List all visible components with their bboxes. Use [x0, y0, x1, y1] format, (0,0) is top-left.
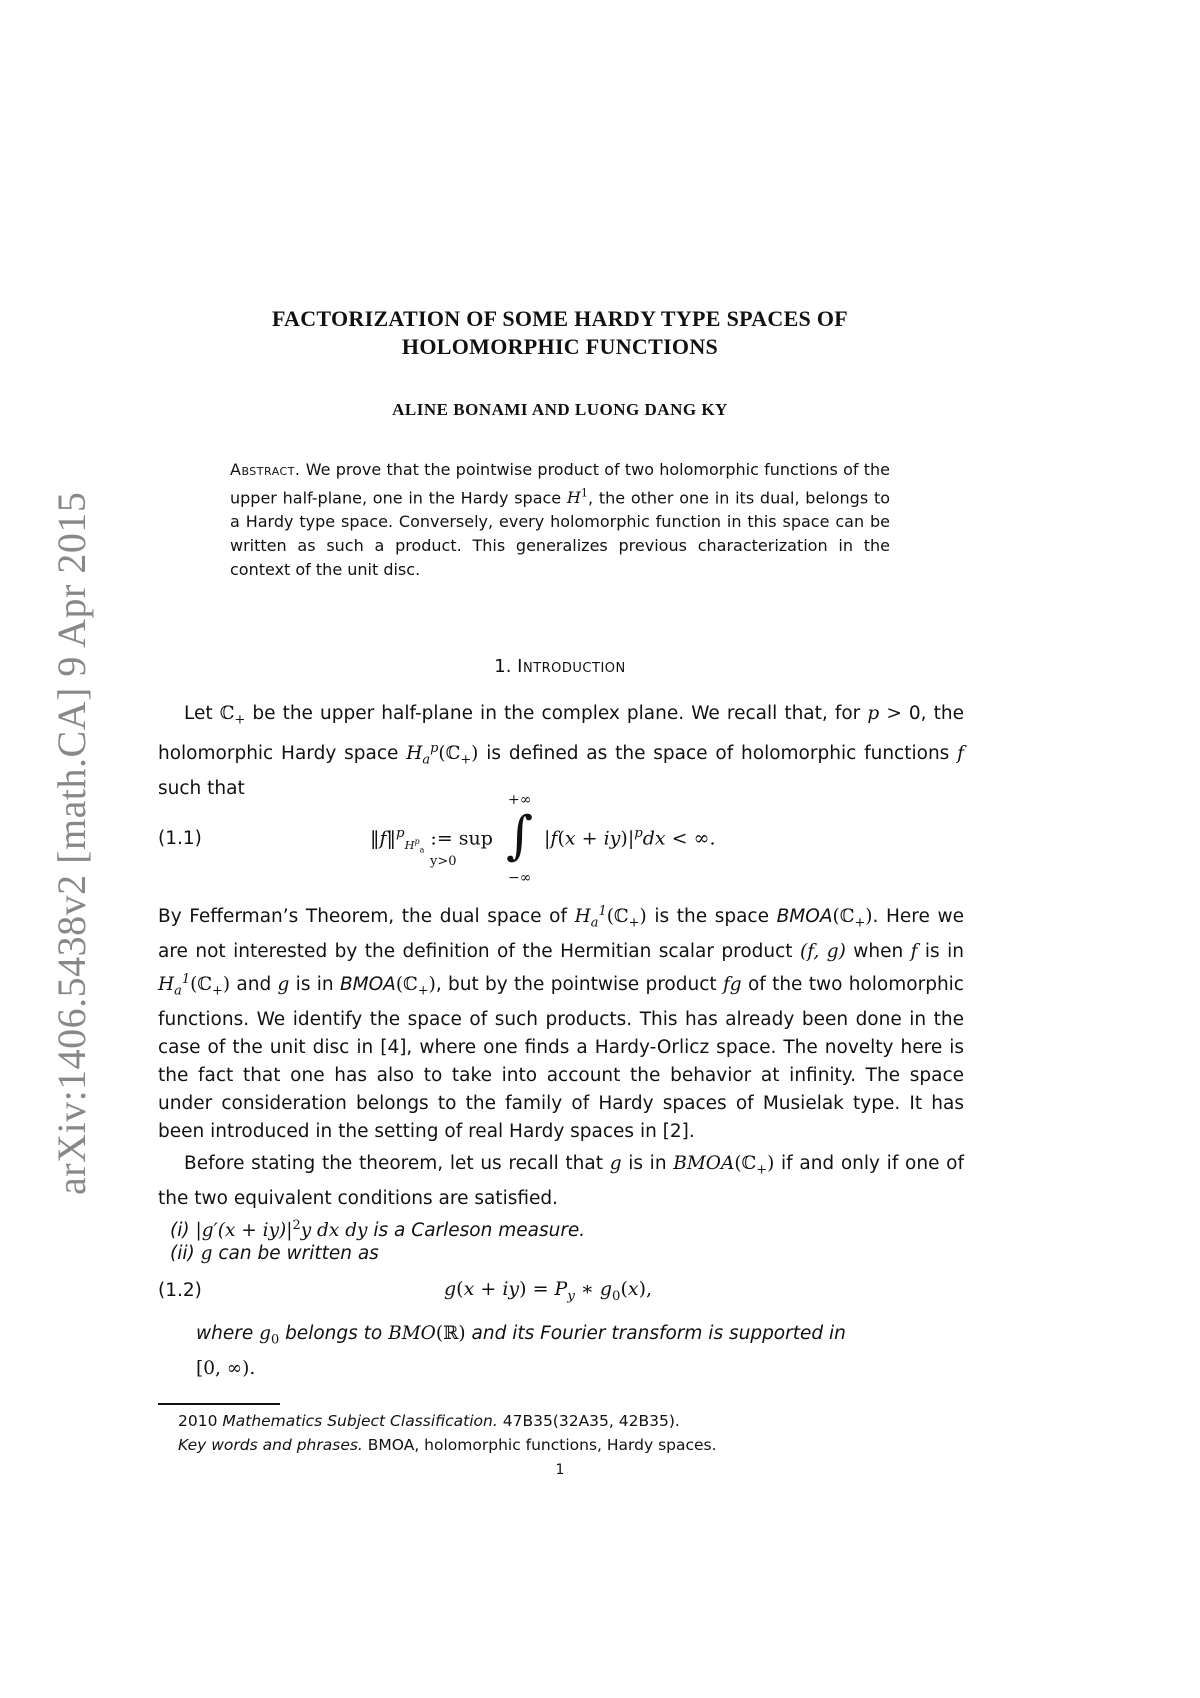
- condition-ii-tail: where $g_0$ belongs to BMO(ℝ) and its Fourier transform is supported in [0, ∞).: [196, 1323, 846, 1379]
- equation-1-2: (1.2) $g(x + iy) = P_y$ ∗ $g_0(x)$,: [158, 1278, 653, 1304]
- section-heading: [140, 656, 980, 677]
- footnote-rule: [158, 1403, 280, 1405]
- abstract-space-h1: $H^1$: [566, 487, 588, 508]
- intro-paragraph-1: Let ℂ$_+$ be the upper half-plane in the complex plane. We recall that, for p > 0, the holomorphic Hardy space $H_a^p(ℂ_+)$ is defined as the space of holomorphic functions f such that: [158, 703, 964, 799]
- footnote-keywords: Key words and phrases. BMOA, holomorphic functions, Hardy spaces.: [178, 1436, 717, 1454]
- equation-number: (1.2): [158, 1280, 202, 1301]
- footnote-msc: 2010 Mathematics Subject Classification. 47B35(32A35, 42B35).: [178, 1412, 680, 1430]
- abstract-label: Abstract.: [230, 460, 301, 479]
- condition-i: (i) $|g'(x + iy)|^2y$ dx dy is a Carleson measure.: [170, 1218, 586, 1242]
- abstract-text-1: We prove that the pointwise product of two holomorphic functions of the upper half-plane, one in the Hardy space: [230, 460, 890, 508]
- intro-paragraph-3: Before stating the theorem, let us recall that g is in BMOA(ℂ$_+$) if and only if one of the two equivalent conditions are satisfied.: [158, 1153, 964, 1209]
- intro-paragraph-2: By Fefferman’s Theorem, the dual space of $H_a^1(ℂ_+)$ is the space BMOA(ℂ$_+$). Here we are not interested by the definition of the Hermitian scalar product (f, g) when f is in $H_a^1(ℂ_+)$ and g is in BMOA(ℂ$_+$), but by the pointwise product fg of the two holomorphic functions. We identify the space of such products. This has already been done in the case of the unit disc in [4], where one finds a Hardy-Orlicz space. The novelty here is the fact that one has also to take into account the behavior at infinity. The space under consideration belongs to the family of Hardy spaces of Musielak type. It has been introduced in the setting of real Hardy spaces in [2].: [158, 904, 965, 1142]
- equation-number: (1.1): [158, 828, 202, 849]
- paper-title: [140, 305, 980, 361]
- section-title: Introduction: [517, 656, 626, 677]
- section-number: 1.: [494, 656, 512, 677]
- condition-ii: (ii) g can be written as: [170, 1243, 379, 1264]
- abstract-text-2: , the other one in its dual, belongs to a Hardy type space. Conversely, every holomorphic function in this space can be written as such a product. This generalizes previous characterization in the context of the unit disc.: [230, 488, 891, 580]
- abstract: [230, 458, 890, 582]
- arxiv-stamp: arXiv:1406.5438v2 [math.CA] 9 Apr 2015: [49, 491, 94, 1195]
- title-line-2: HOLOMORPHIC FUNCTIONS: [401, 334, 719, 359]
- title-line-1: FACTORIZATION OF SOME HARDY TYPE SPACES OF: [271, 306, 849, 331]
- equation-1-1: (1.1) ‖f‖$^p_{H^p_a}$ := sup y>0 +∞ ∫ −∞ $|f(x + iy)|^pdx$ < ∞.: [158, 792, 716, 886]
- page-number: 1: [555, 1462, 565, 1478]
- authors: ALINE BONAMI AND LUONG DANG KY: [392, 400, 728, 419]
